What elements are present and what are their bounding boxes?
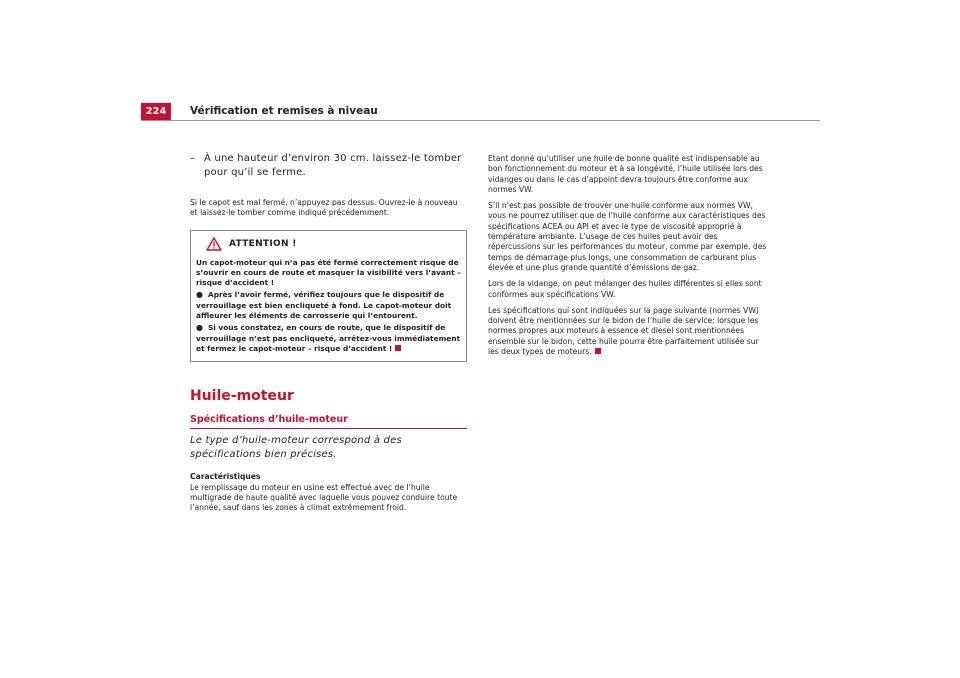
end-square-icon bbox=[595, 348, 601, 354]
intro-text: Le type d’huile-moteur correspond à des spécifications bien précises. bbox=[190, 435, 402, 461]
warning-item bbox=[196, 323, 461, 354]
step-dash: – bbox=[190, 153, 196, 164]
header-divider bbox=[141, 120, 820, 121]
warning-item-text: Si vous constatez, en cours de route, que le dispositif de verrouillage n’est pas encliqueté, arrêtez-vous immédiatement et fermez le capot-moteur – risque d’accident ! bbox=[196, 323, 461, 353]
procedure-step bbox=[190, 152, 467, 180]
warning-triangle-icon bbox=[206, 237, 222, 251]
body-text: Le remplissage du moteur en usine est effectué avec de l’huile multigrade de haute qualité avec laquelle vous pouvez conduire toute l’année, sauf dans les zones à climat extrêmement froid. bbox=[190, 482, 458, 513]
bullet-icon: ● bbox=[196, 323, 203, 333]
end-square-icon bbox=[395, 345, 401, 351]
left-column bbox=[190, 152, 467, 519]
body-paragraph: Lors de la vidange, on peut mélanger des huiles différentes si elles sont conformes aux spécifications VW. bbox=[488, 279, 762, 299]
warning-header bbox=[206, 237, 461, 251]
warning-item-text: Après l’avoir fermé, vérifiez toujours que le dispositif de verrouillage est bien encliqueté à fond. Le capot-moteur doit affleurer les éléments de carrosserie qui l’entourent. bbox=[196, 290, 452, 321]
body-paragraph: S’il n’est pas possible de trouver une huile conforme aux normes VW, vous ne pourrez utiliser que de l’huile conforme aux caractéristiques des spécifications ACEA ou API et avec le type de viscosité approprié à température ambiante. L’usage de ces huiles peut avoir des répercussions sur les performances du moteur, comme par exemple, des temps de démarrage plus longs, une consommation de carburant plus élevée et une plus grande quantité d’émissions de gaz. bbox=[488, 201, 767, 272]
paragraph-label: Caractéristiques bbox=[190, 472, 261, 482]
body-paragraph-text: Les spécifications qui sont indiquées sur la page suivante (normes VW) doivent être mentionnées sur le bidon de l’huile de service; lorsque les normes propres aux moteurs à essence et diesel sont mentionnées ensemble sur le bidon, cette huile pourra être parfaitement utilisée sur les deux types de moteurs. bbox=[488, 305, 759, 357]
warning-item bbox=[196, 290, 461, 321]
body-paragraph bbox=[488, 306, 770, 357]
right-column bbox=[488, 154, 770, 363]
warning-title: ATTENTION ! bbox=[229, 238, 297, 249]
bullet-icon: ● bbox=[196, 290, 203, 300]
warning-box bbox=[190, 230, 467, 363]
warning-text: Un capot-moteur qui n’a pas été fermé correctement risque de s’ouvrir en cours de route et masquer la visibilité vers l’avant – risque d’accident ! bbox=[196, 257, 461, 288]
body-paragraph: Etant donné qu’utiliser une huile de bonne qualité est indispensable au bon fonctionnement du moteur et à sa longévité, l’huile utilisée lors des vidanges ou dans le cas d’appoint devra toujours être conforme aux normes VW. bbox=[488, 154, 763, 194]
step-text: À une hauteur d’environ 30 cm. laissez-le tomber pour qu’il se ferme. bbox=[204, 153, 462, 178]
section-heading: Huile-moteur bbox=[190, 388, 294, 405]
note-text: Si le capot est mal fermé, n’appuyez pas dessus. Ouvrez-le à nouveau et laissez-le tomber comme indiqué précédemment. bbox=[190, 198, 458, 218]
subsection-heading: Spécifications d’huile-moteur bbox=[190, 414, 467, 429]
page-number: 224 bbox=[141, 103, 171, 121]
page-header-title: Vérification et remises à niveau bbox=[190, 105, 378, 117]
